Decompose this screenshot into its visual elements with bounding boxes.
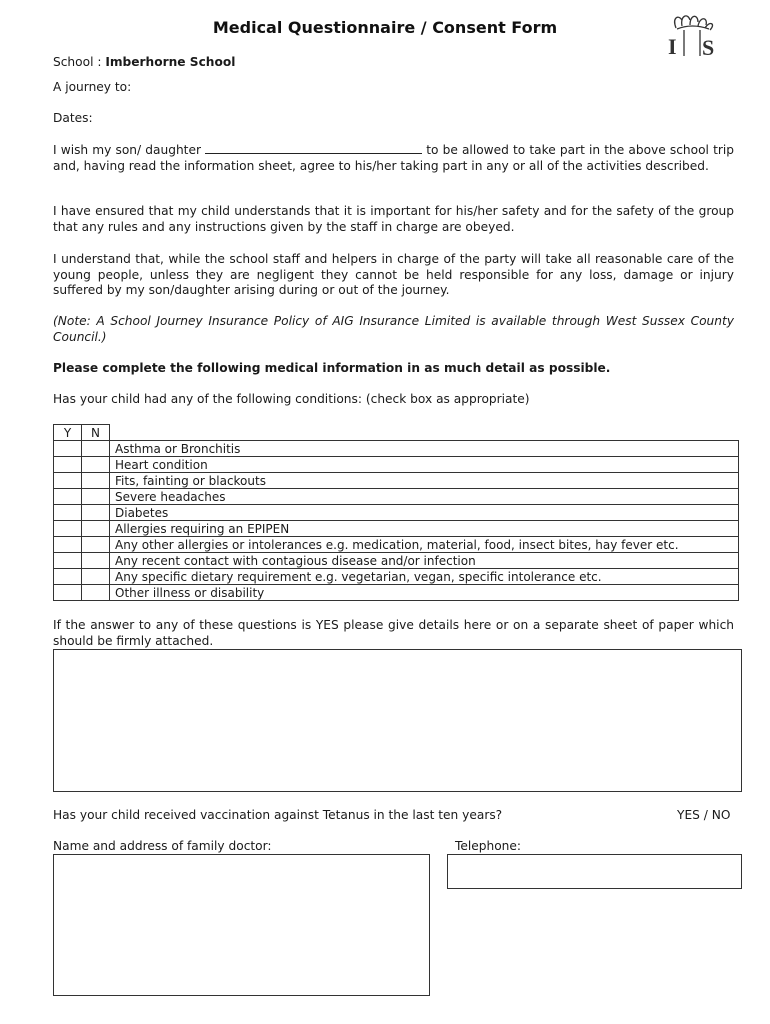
condition-label: Other illness or disability: [110, 585, 739, 601]
condition-row: [54, 537, 739, 553]
doctor-address-box[interactable]: [53, 854, 430, 996]
condition-label: Diabetes: [110, 505, 739, 521]
condition-label: Heart condition: [110, 457, 739, 473]
yes-checkbox[interactable]: [54, 489, 82, 505]
condition-label: Fits, fainting or blackouts: [110, 473, 739, 489]
doctor-label: Name and address of family doctor:: [53, 839, 272, 853]
consent-prefix: I wish my son/ daughter: [53, 143, 206, 157]
yes-checkbox[interactable]: [54, 473, 82, 489]
school-line: [53, 55, 235, 71]
no-checkbox[interactable]: [82, 521, 110, 537]
yes-checkbox[interactable]: [54, 585, 82, 601]
condition-label: Asthma or Bronchitis: [110, 441, 739, 457]
form-title: Medical Questionnaire / Consent Form: [212, 18, 558, 37]
school-label: School :: [53, 55, 106, 69]
no-checkbox[interactable]: [82, 585, 110, 601]
yes-checkbox[interactable]: [54, 441, 82, 457]
condition-label: Any specific dietary requirement e.g. vegetarian, vegan, specific intolerance etc.: [110, 569, 739, 585]
child-name-blank[interactable]: [205, 142, 422, 154]
details-prompt: If the answer to any of these questions is YES please give details here or on a separate sheet of paper which should be firmly attached.: [53, 618, 734, 648]
no-checkbox[interactable]: [82, 553, 110, 569]
rules-paragraph: I have ensured that my child understands that it is important for his/her safety and for the safety of the group that any rules and any instructions given by the staff in charge are obeyed.: [53, 204, 734, 234]
tetanus-question: Has your child received vaccination against Tetanus in the last ten years?: [53, 808, 503, 822]
condition-row: [54, 505, 739, 521]
condition-label: Severe headaches: [110, 489, 739, 505]
yes-checkbox[interactable]: [54, 457, 82, 473]
consent-paragraph: [53, 142, 734, 174]
telephone-label: Telephone:: [455, 839, 521, 853]
column-yes: Y: [54, 425, 82, 441]
condition-row: [54, 569, 739, 585]
no-checkbox[interactable]: [82, 441, 110, 457]
school-name: Imberhorne School: [105, 55, 236, 69]
condition-row: [54, 457, 739, 473]
yes-checkbox[interactable]: [54, 553, 82, 569]
dates-label: Dates:: [53, 111, 93, 125]
condition-label: Any other allergies or intolerances e.g. medication, material, food, insect bites, hay fever etc.: [110, 537, 739, 553]
tetanus-answer-options[interactable]: YES / NO: [677, 808, 731, 822]
yes-checkbox[interactable]: [54, 537, 82, 553]
no-checkbox[interactable]: [82, 473, 110, 489]
condition-label: Allergies requiring an EPIPEN: [110, 521, 739, 537]
medical-heading: Please complete the following medical information in as much detail as possible.: [53, 361, 611, 375]
conditions-prompt: Has your child had any of the following conditions: (check box as appropriate): [53, 392, 530, 406]
yes-checkbox[interactable]: [54, 505, 82, 521]
condition-row: [54, 553, 739, 569]
condition-row: [54, 441, 739, 457]
condition-row: [54, 585, 739, 601]
no-checkbox[interactable]: [82, 569, 110, 585]
condition-label: Any recent contact with contagious disease and/or infection: [110, 553, 739, 569]
school-crest-logo: [662, 12, 722, 64]
yes-checkbox[interactable]: [54, 569, 82, 585]
conditions-table: [53, 424, 739, 601]
logo-letter-i: I: [668, 34, 677, 59]
column-no: N: [82, 425, 110, 441]
no-checkbox[interactable]: [82, 489, 110, 505]
condition-row: [54, 473, 739, 489]
consent-suffix: to be allowed to take part in the above school trip and, having read the information sheet, agree to his/her taking part in any or all of the activities described.: [53, 143, 734, 173]
yes-checkbox[interactable]: [54, 521, 82, 537]
details-box[interactable]: [53, 649, 742, 792]
insurance-note: (Note: A School Journey Insurance Policy of AIG Insurance Limited is available through West Sussex County Council.): [53, 314, 734, 344]
journey-label: A journey to:: [53, 80, 132, 94]
logo-letter-s: S: [702, 35, 715, 60]
no-checkbox[interactable]: [82, 505, 110, 521]
no-checkbox[interactable]: [82, 537, 110, 553]
no-checkbox[interactable]: [82, 457, 110, 473]
condition-row: [54, 521, 739, 537]
telephone-box[interactable]: [447, 854, 742, 889]
conditions-header-row: [54, 425, 739, 441]
condition-row: [54, 489, 739, 505]
liability-paragraph: I understand that, while the school staff and helpers in charge of the party will take all reasonable care of the young people, unless they are negligent they cannot be held responsible for any loss, damage or injury suffered by my son/daughter arising during or out of the journey.: [53, 252, 734, 297]
